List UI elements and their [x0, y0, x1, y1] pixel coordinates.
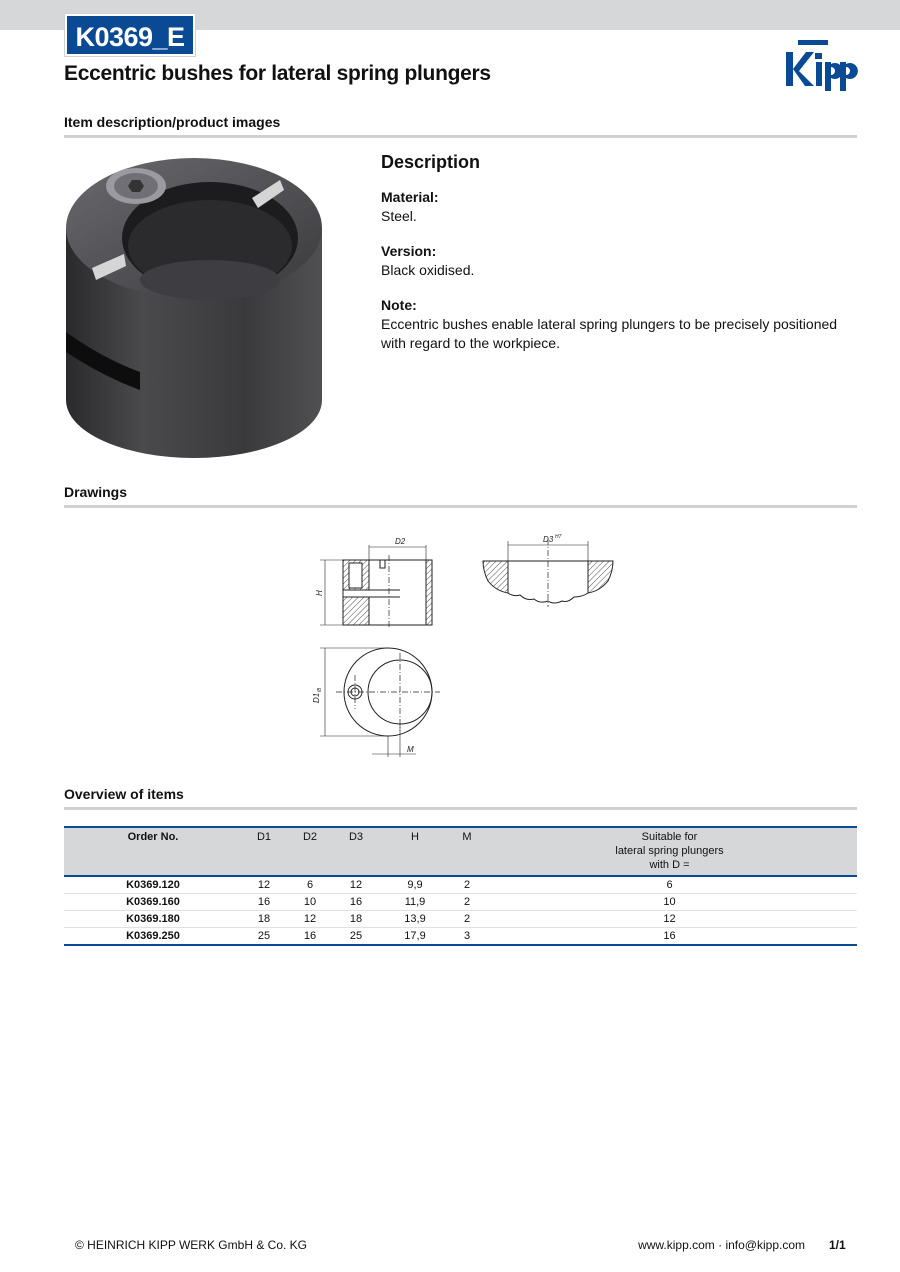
section-heading-overview: Overview of items [64, 786, 184, 802]
cell-suitable-d: 6 [482, 876, 857, 894]
table-row [64, 928, 857, 946]
order-number: K0369.180 [64, 911, 242, 928]
footer-copyright: © HEINRICH KIPP WERK GmbH & Co. KG [75, 1238, 307, 1252]
order-number: K0369.160 [64, 894, 242, 911]
col-d3: D3 [334, 827, 378, 876]
col-d2: D2 [286, 827, 334, 876]
footer-contact: www.kipp.com · info@kipp.com [638, 1238, 805, 1252]
version-label: Version: [381, 243, 437, 259]
cell-d2: 6 [286, 876, 334, 894]
cell-d3: 25 [334, 928, 378, 946]
label-d3: D3 [543, 535, 554, 544]
cell-d1: 25 [242, 928, 286, 946]
section-divider [64, 807, 857, 810]
label-d2: D2 [395, 537, 406, 546]
cell-d2: 16 [286, 928, 334, 946]
col-m: M [452, 827, 482, 876]
col-d1: D1 [242, 827, 286, 876]
product-photo [62, 150, 327, 465]
kipp-logo [784, 38, 858, 92]
side-view [320, 545, 432, 629]
cell-d1: 18 [242, 911, 286, 928]
description-heading: Description [381, 152, 481, 172]
col-order-no: Order No. [64, 827, 242, 876]
cell-m: 3 [452, 928, 482, 946]
cell-m: 2 [452, 911, 482, 928]
table-row [64, 894, 857, 911]
cell-h: 11,9 [378, 894, 452, 911]
description-panel [381, 152, 851, 370]
material-label: Material: [381, 189, 439, 205]
items-table [64, 826, 857, 946]
product-code-badge: K0369_E [65, 14, 195, 56]
label-d1: D1 [312, 692, 321, 703]
note-value: Eccentric bushes enable lateral spring plungers to be precisely positioned with regard to the workpiece. [381, 316, 838, 351]
order-number: K0369.250 [64, 928, 242, 946]
cell-h: 9,9 [378, 876, 452, 894]
section-divider [64, 505, 857, 508]
cell-d1: 12 [242, 876, 286, 894]
technical-drawing [300, 525, 630, 765]
page-title: Eccentric bushes for lateral spring plungers [64, 62, 491, 85]
cell-d2: 10 [286, 894, 334, 911]
section-heading-item-description: Item description/product images [64, 114, 281, 130]
label-d1-tolerance: f8 [317, 687, 323, 692]
cell-d3: 18 [334, 911, 378, 928]
table-header-row [64, 827, 857, 876]
label-d3-tolerance: H7 [555, 534, 562, 540]
label-m: M [407, 745, 414, 754]
section-heading-drawings: Drawings [64, 484, 128, 500]
top-view [320, 648, 440, 757]
table-row [64, 911, 857, 928]
col-suitable-for: Suitable for lateral spring plungers with D = [482, 827, 857, 876]
cell-d3: 12 [334, 876, 378, 894]
cell-suitable-d: 16 [482, 928, 857, 946]
material-value: Steel. [381, 208, 417, 224]
cell-suitable-d: 12 [482, 911, 857, 928]
cell-d1: 16 [242, 894, 286, 911]
cell-m: 2 [452, 876, 482, 894]
cell-h: 13,9 [378, 911, 452, 928]
col-h: H [378, 827, 452, 876]
note-label: Note: [381, 297, 417, 313]
order-number: K0369.120 [64, 876, 242, 894]
label-h: H [315, 590, 324, 596]
cell-suitable-d: 10 [482, 894, 857, 911]
section-divider [64, 135, 857, 138]
cell-d2: 12 [286, 911, 334, 928]
cell-h: 17,9 [378, 928, 452, 946]
cell-d3: 16 [334, 894, 378, 911]
version-value: Black oxidised. [381, 262, 475, 278]
page-number: 1/1 [829, 1238, 846, 1252]
cell-m: 2 [452, 894, 482, 911]
table-row [64, 876, 857, 894]
bore-view [483, 539, 613, 607]
